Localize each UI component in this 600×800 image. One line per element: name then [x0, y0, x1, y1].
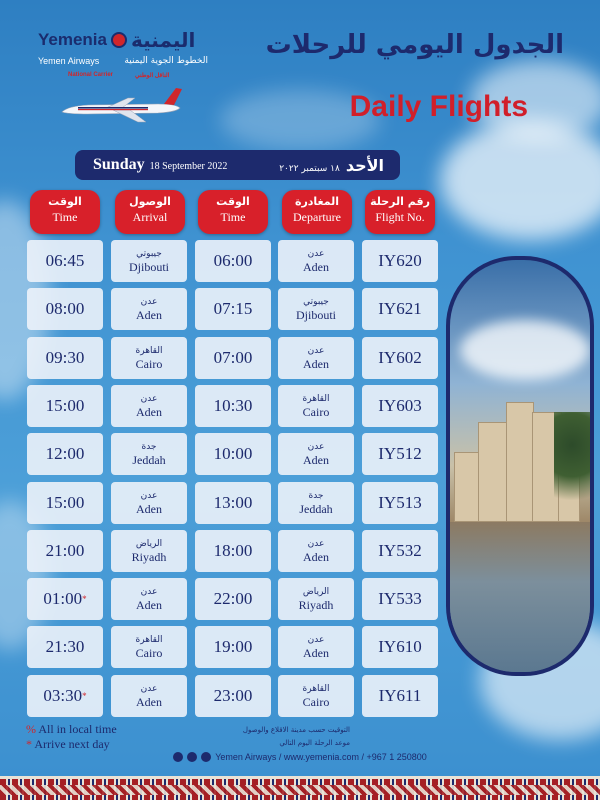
departure-time-cell	[195, 482, 271, 524]
arrival-city-cell	[111, 530, 187, 572]
brand-sub-en: Yemen Airways	[38, 56, 100, 66]
column-header-ar: المغادرة	[294, 195, 340, 208]
departure-time: 07:15	[213, 299, 253, 318]
departure-time: 19:00	[213, 637, 253, 656]
departure-city-en: Cairo	[302, 694, 330, 709]
note-next-day: Arrive next day	[34, 737, 110, 751]
local-time-mark: %	[26, 722, 36, 736]
arrival-city-cell	[111, 482, 187, 524]
column-header-arrival-time	[30, 190, 100, 234]
flight-number-cell	[362, 578, 438, 620]
date-full-en: 18 September 2022	[149, 161, 228, 172]
arrival-city-ar: جيبوتي	[136, 248, 162, 259]
column-header-en: Departure	[293, 210, 341, 224]
date-full-ar: ١٨ سبتمبر ٢٠٢٢	[279, 163, 340, 174]
arrival-time: 03:30	[43, 686, 83, 705]
brand-name-ar: اليمنية	[131, 28, 196, 52]
departure-city-en: Aden	[303, 452, 329, 467]
departure-city-ar: عدن	[307, 634, 325, 645]
arrival-city-cell	[111, 433, 187, 475]
departure-city-cell	[278, 626, 354, 668]
next-day-mark: *	[26, 737, 32, 751]
departure-city-en: Aden	[303, 356, 329, 371]
airplane-icon	[58, 86, 188, 126]
departure-time-cell	[195, 240, 271, 282]
logo-mark-icon	[111, 32, 127, 48]
departure-city-ar: عدن	[307, 441, 325, 452]
page-title-en: Daily Flights	[349, 90, 528, 123]
departure-time-cell	[195, 433, 271, 475]
flight-number-cell	[362, 288, 438, 330]
arrival-time-cell	[27, 626, 103, 668]
footer-contact	[0, 752, 600, 762]
departure-city-en: Aden	[303, 259, 329, 274]
column-header-ar: رقم الرحلة	[370, 195, 430, 208]
page-title-ar: الجدول اليومي للرحلات	[265, 30, 564, 60]
arrival-city-en: Djibouti	[128, 259, 169, 274]
arrival-city-ar: عدن	[140, 490, 158, 501]
arrival-time-cell	[27, 337, 103, 379]
arrival-time: 09:30	[45, 348, 85, 367]
arrival-time-cell	[27, 675, 103, 717]
column-header-flight-no	[365, 190, 435, 234]
departure-city-ar: عدن	[307, 248, 325, 259]
departure-city-ar: عدن	[307, 538, 325, 549]
column-header-en: Time	[220, 210, 246, 224]
departure-time-cell	[195, 578, 271, 620]
departure-city-cell	[278, 433, 354, 475]
brand-sub-ar: الخطوط الجوية اليمنية	[124, 56, 208, 66]
departure-city-en: Aden	[303, 645, 329, 660]
arrival-city-ar: القاهرة	[135, 634, 163, 645]
arrival-city-en: Aden	[136, 404, 162, 419]
column-header-en: Arrival	[132, 210, 168, 224]
arrival-city-cell	[111, 578, 187, 620]
departure-city-cell	[278, 482, 354, 524]
departure-city-en: Riyadh	[298, 597, 334, 612]
flight-number: IY610	[378, 637, 422, 656]
arrival-city-en: Jeddah	[132, 452, 166, 467]
arrival-city-cell	[111, 337, 187, 379]
arrival-time-cell	[27, 530, 103, 572]
flight-number: IY512	[378, 444, 422, 463]
note-local-time-ar: التوقيت حسب مدينة الاقلاع والوصول	[242, 726, 350, 734]
arrival-city-cell	[111, 675, 187, 717]
arrival-city-en: Aden	[136, 597, 162, 612]
departure-city-en: Aden	[303, 549, 329, 564]
flight-number: IY533	[378, 589, 422, 608]
departure-city-cell	[278, 578, 354, 620]
arrival-time: 21:30	[45, 637, 85, 656]
next-day-mark: *	[82, 594, 87, 604]
instagram-icon	[173, 752, 183, 762]
departure-time: 23:00	[213, 686, 253, 705]
arrival-city-ar: الرياض	[135, 538, 163, 549]
column-header-departure	[282, 190, 352, 234]
date-bar	[75, 150, 400, 180]
arrival-city-ar: عدن	[140, 296, 158, 307]
national-carrier-ar: الناقل الوطني	[135, 73, 170, 79]
brand-logo	[38, 28, 208, 79]
column-header-ar: الوصول	[129, 195, 171, 208]
departure-time-cell	[195, 385, 271, 427]
flight-number-cell	[362, 433, 438, 475]
flight-number-cell	[362, 675, 438, 717]
departure-city-ar: عدن	[307, 345, 325, 356]
arrival-time: 08:00	[45, 299, 85, 318]
flight-number: IY611	[378, 686, 422, 705]
departure-time: 18:00	[213, 541, 253, 560]
arrival-time-cell	[27, 578, 103, 620]
footnote-ar	[243, 724, 350, 750]
arrival-time: 15:00	[45, 493, 85, 512]
arrival-city-cell	[111, 240, 187, 282]
arrival-city-ar: جدة	[141, 441, 157, 452]
departure-city-en: Cairo	[302, 404, 330, 419]
arrival-time: 12:00	[45, 444, 85, 463]
flight-number: IY602	[378, 348, 422, 367]
departure-time: 10:30	[213, 396, 253, 415]
departure-city-cell	[278, 530, 354, 572]
date-day-ar: الأحد	[345, 155, 384, 175]
arrival-city-ar: القاهرة	[135, 345, 163, 356]
departure-time: 06:00	[213, 251, 253, 270]
arrival-time: 15:00	[45, 396, 85, 415]
arrival-time-cell	[27, 288, 103, 330]
column-header-arrival	[115, 190, 185, 234]
arrival-city-cell	[111, 288, 187, 330]
arrival-city-en: Aden	[136, 307, 162, 322]
departure-city-en: Djibouti	[295, 307, 336, 322]
national-carrier-en: National Carrier	[68, 72, 114, 78]
column-header-en: Flight No.	[375, 210, 425, 224]
arrival-city-en: Aden	[136, 694, 162, 709]
departure-time-cell	[195, 530, 271, 572]
departure-time: 10:00	[213, 444, 253, 463]
arrival-city-ar: عدن	[140, 586, 158, 597]
arrival-city-en: Aden	[136, 501, 162, 516]
flight-number: IY603	[378, 396, 422, 415]
note-next-day-ar: موعد الرحلة اليوم التالي	[279, 739, 350, 747]
departure-city-ar: القاهرة	[302, 393, 330, 404]
arrival-time-cell	[27, 482, 103, 524]
note-local-time: All in local time	[38, 722, 117, 736]
flight-number-cell	[362, 530, 438, 572]
flight-number-cell	[362, 626, 438, 668]
flight-number: IY620	[378, 251, 422, 270]
date-day-en: Sunday	[93, 156, 145, 173]
departure-city-en: Jeddah	[299, 501, 333, 516]
column-header-ar: الوقت	[48, 195, 82, 208]
departure-city-ar: القاهرة	[302, 683, 330, 694]
flight-number: IY513	[378, 493, 422, 512]
departure-city-cell	[278, 385, 354, 427]
arrival-city-en: Cairo	[135, 356, 163, 371]
arrival-city-ar: عدن	[140, 393, 158, 404]
departure-city-cell	[278, 240, 354, 282]
flight-number-cell	[362, 337, 438, 379]
facebook-icon	[201, 752, 211, 762]
arrival-city-en: Riyadh	[131, 549, 167, 564]
footer-text: Yemen Airways / www.yemenia.com / +967 1 250800	[215, 752, 427, 762]
column-header-en: Time	[52, 210, 78, 224]
arrival-time: 01:00	[43, 589, 83, 608]
departure-time: 13:00	[213, 493, 253, 512]
arrival-time: 21:00	[45, 541, 85, 560]
departure-city-cell	[278, 675, 354, 717]
arrival-city-cell	[111, 385, 187, 427]
arrival-time: 06:45	[45, 251, 85, 270]
arrival-city-en: Cairo	[135, 645, 163, 660]
departure-time-cell	[195, 288, 271, 330]
departure-time: 07:00	[213, 348, 253, 367]
arrival-time-cell	[27, 433, 103, 475]
arrival-city-ar: عدن	[140, 683, 158, 694]
departure-time-cell	[195, 626, 271, 668]
column-header-departure-time	[198, 190, 268, 234]
flight-number: IY532	[378, 541, 422, 560]
departure-city-cell	[278, 288, 354, 330]
column-header-ar: الوقت	[216, 195, 250, 208]
departure-time-cell	[195, 675, 271, 717]
city-photo	[446, 256, 594, 676]
departure-time: 22:00	[213, 589, 253, 608]
footnote-en	[26, 722, 117, 752]
arrival-city-cell	[111, 626, 187, 668]
twitter-icon	[187, 752, 197, 762]
brand-name-en: Yemenia	[38, 30, 107, 49]
arrival-time-cell	[27, 240, 103, 282]
departure-city-ar: جيبوتي	[303, 296, 329, 307]
flight-number-cell	[362, 385, 438, 427]
departure-time-cell	[195, 337, 271, 379]
flight-number: IY621	[378, 299, 422, 318]
departure-city-cell	[278, 337, 354, 379]
decorative-border	[0, 776, 600, 800]
departure-city-ar: جدة	[308, 490, 324, 501]
flight-number-cell	[362, 240, 438, 282]
next-day-mark: *	[82, 691, 87, 701]
departure-city-ar: الرياض	[302, 586, 330, 597]
arrival-time-cell	[27, 385, 103, 427]
flight-number-cell	[362, 482, 438, 524]
